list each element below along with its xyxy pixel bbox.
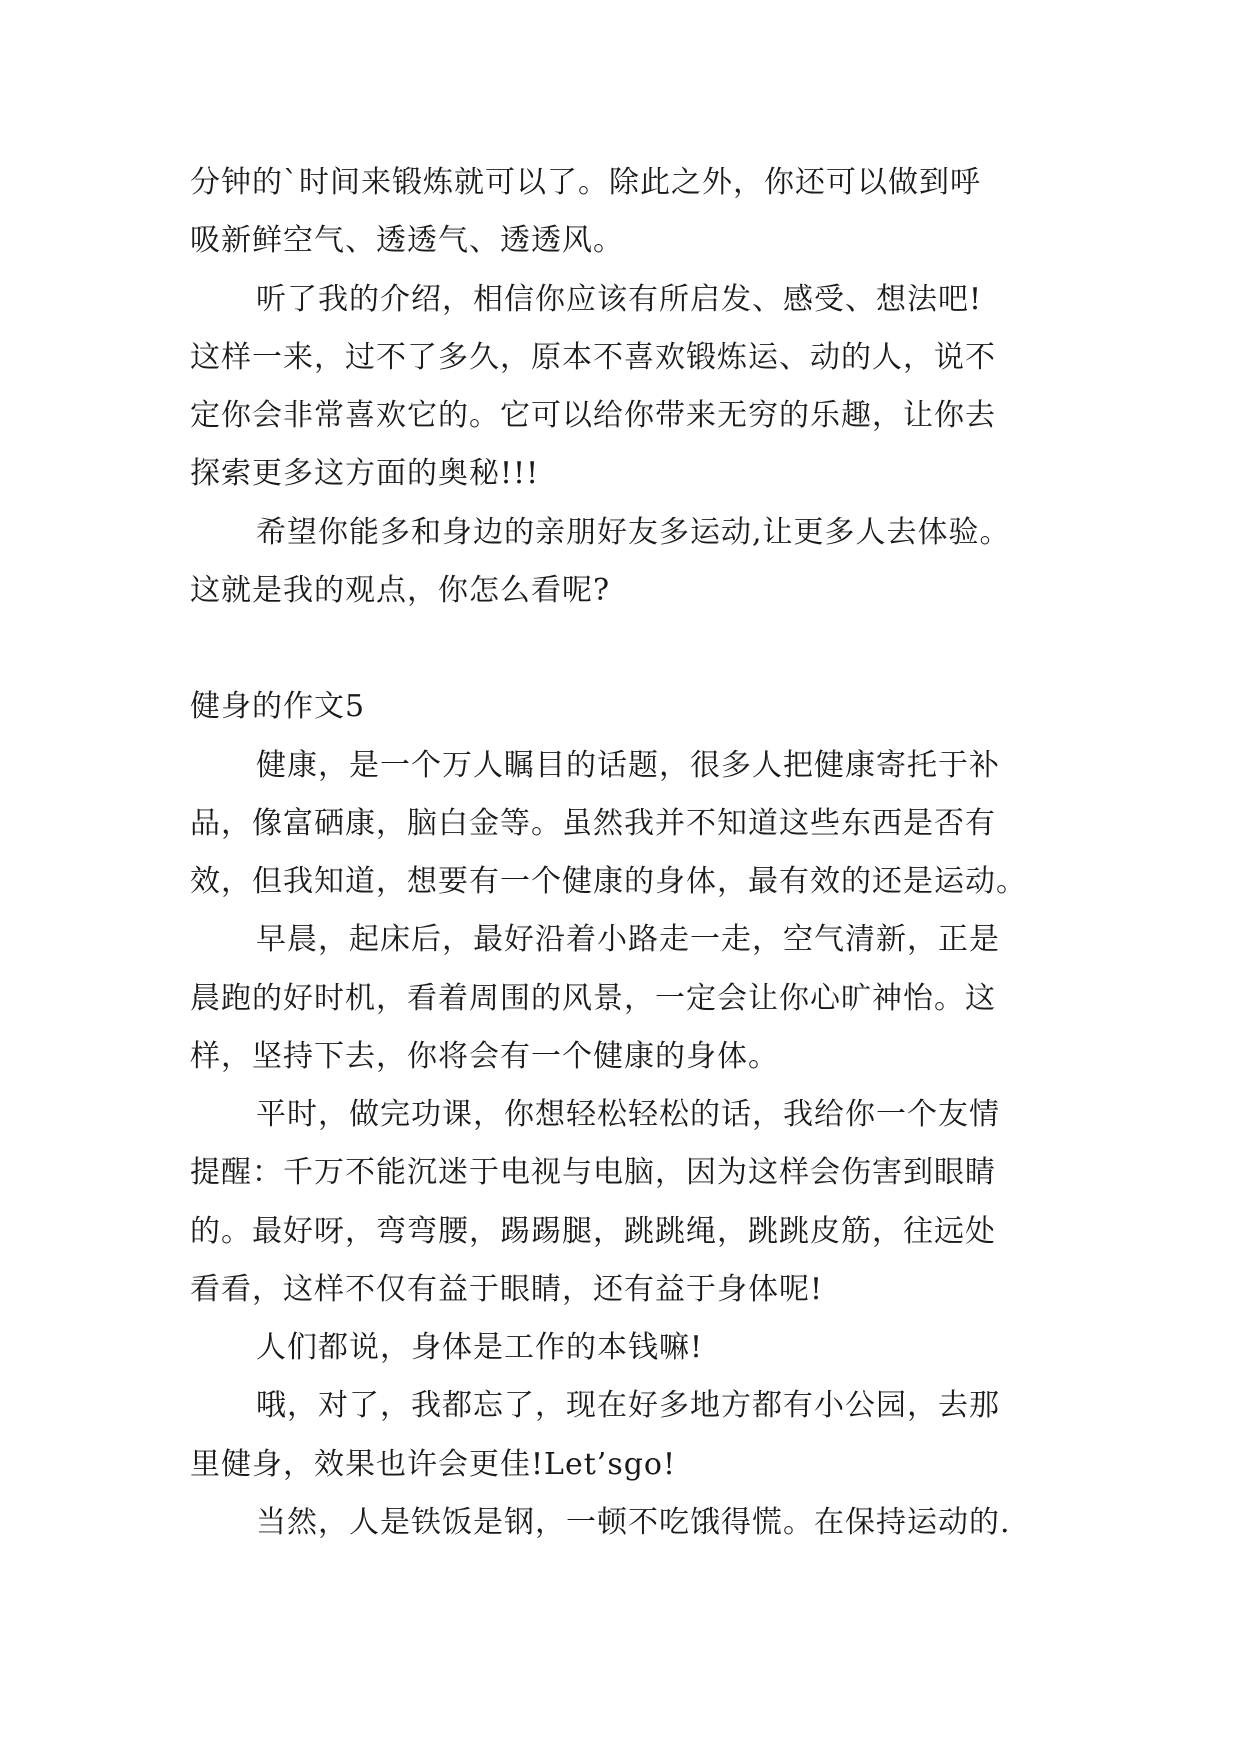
text-line: 哦，对了，我都忘了，现在好多地方都有小公园，去那 [256,1388,1000,1423]
text-line: 吸新鲜空气、透透气、透透风。 [190,223,624,258]
text-line: 探索更多这方面的奥秘!!! [190,456,540,491]
text-line: 这就是我的观点，你怎么看呢? [190,573,611,608]
text-line: 效，但我知道，想要有一个健康的身体，最有效的还是运动。 [190,864,1027,899]
text-line: 早晨，起床后，最好沿着小路走一走，空气清新，正是 [256,922,1000,957]
text-line: 分钟的`时间来锻炼就可以了。除此之外，你还可以做到呼 [190,165,981,200]
text-line: 这样一来，过不了多久，原本不喜欢锻炼运、动的人，说不 [190,340,996,375]
text-line: 健康，是一个万人瞩目的话题，很多人把健康寄托于补 [256,748,1000,783]
text-line: 平时，做完功课，你想轻松轻松的话，我给你一个友情 [256,1097,1000,1132]
text-line: 里健身，效果也许会更佳!Let’sgo! [190,1447,677,1482]
text-line: 品，像富硒康，脑白金等。虽然我并不知道这些东西是否有 [190,806,996,841]
text-line: 晨跑的好时机，看着周围的风景，一定会让你心旷神怡。这 [190,981,996,1016]
text-line: 人们都说，身体是工作的本钱嘛! [256,1330,704,1365]
text-line: 听了我的介绍，相信你应该有所启发、感受、想法吧! [256,282,983,317]
text-line: 样，坚持下去，你将会有一个健康的身体。 [190,1039,779,1074]
text-line: 希望你能多和身边的亲朋好友多运动,让更多人去体验。 [256,515,1011,550]
text-line: 定你会非常喜欢它的。它可以给你带来无穷的乐趣，让你去 [190,398,996,433]
section-heading: 健身的作文5 [190,689,366,724]
text-line: 看看，这样不仅有益于眼睛，还有益于身体呢! [190,1272,824,1307]
text-line: 当然，人是铁饭是钢，一顿不吃饿得慌。在保持运动的. [256,1505,1011,1540]
text-line: 的。最好呀，弯弯腰，踢踢腿，跳跳绳，跳跳皮筋，往远处 [190,1214,996,1249]
text-line: 提醒：千万不能沉迷于电视与电脑，因为这样会伤害到眼睛 [190,1155,996,1190]
